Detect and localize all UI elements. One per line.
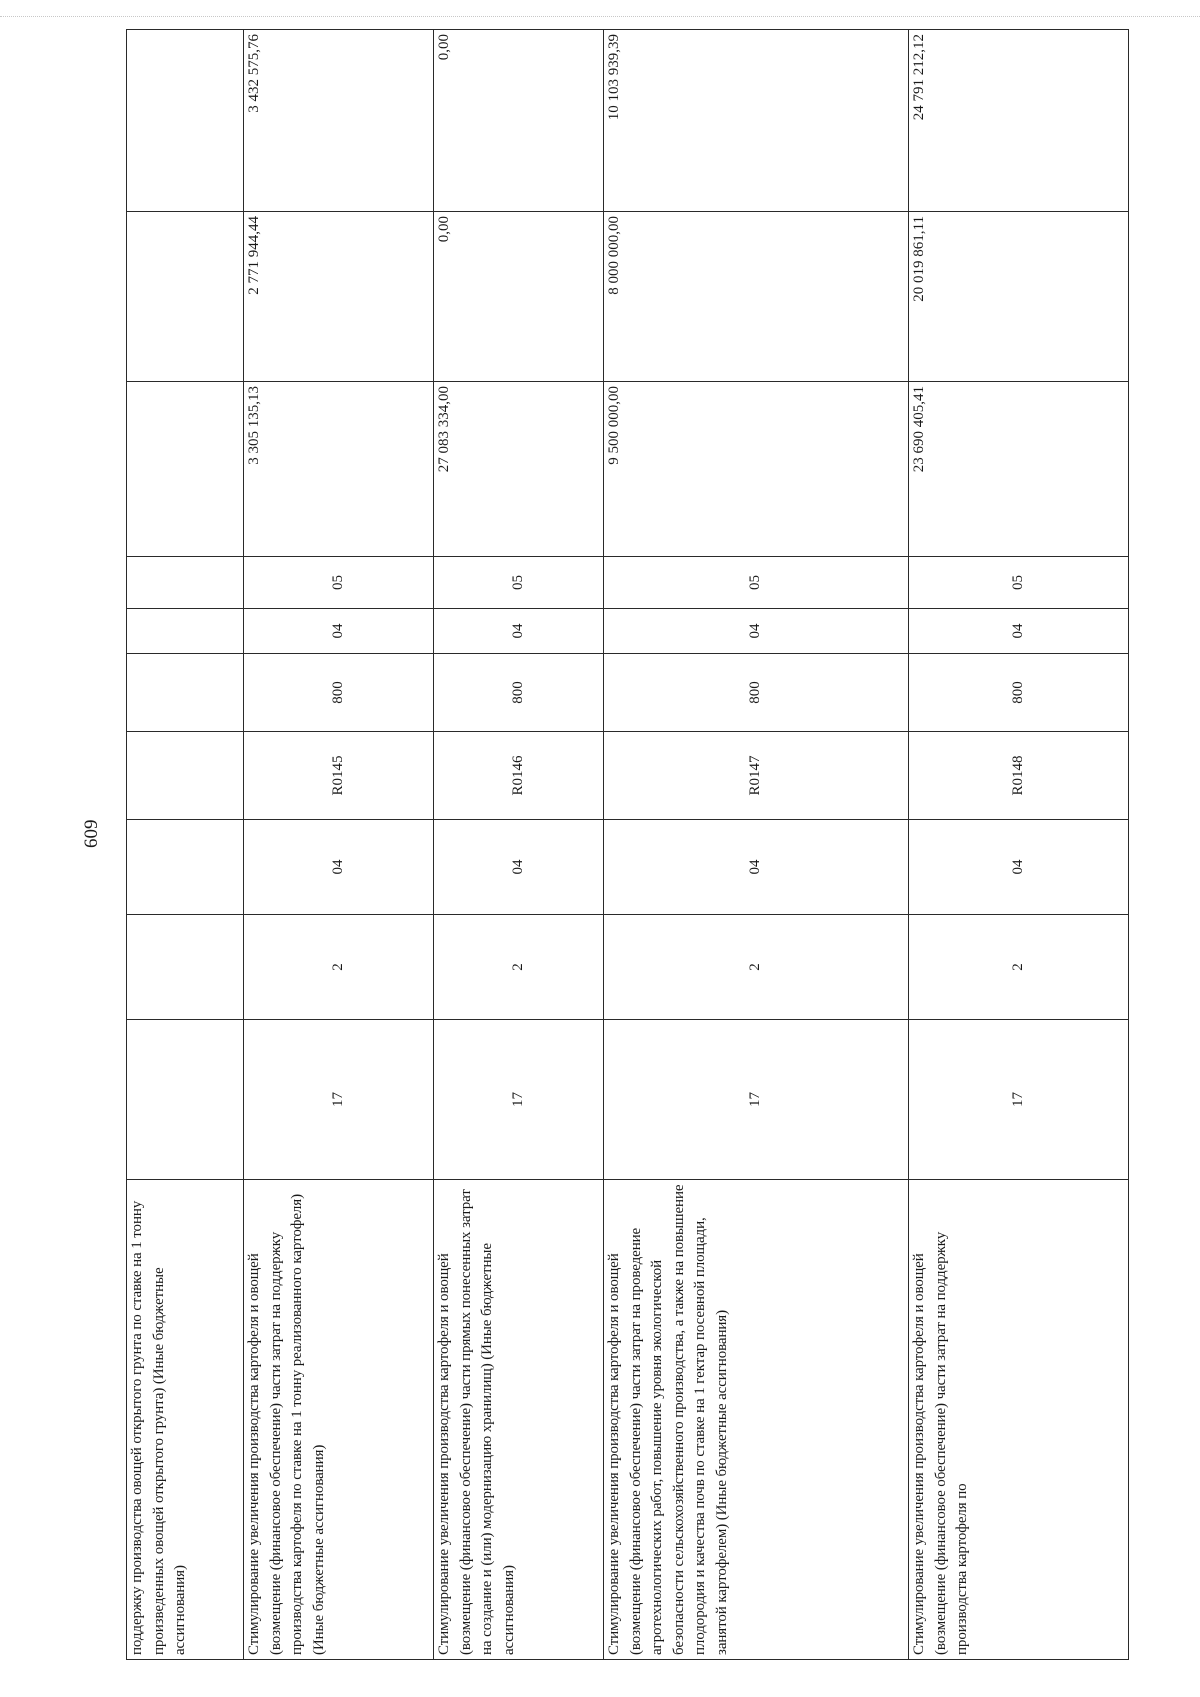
target-article-code bbox=[127, 732, 244, 820]
amount-year-1: 3 305 135,13 bbox=[244, 382, 434, 557]
program-code: 17 bbox=[244, 1020, 434, 1180]
expense-type-code: 800 bbox=[909, 654, 1129, 732]
subsection-code bbox=[127, 557, 244, 609]
subsection-code: 05 bbox=[604, 557, 909, 609]
row-description: Стимулирование увеличения производства картофеля и овощей (возмещение (финансовое обеспечение) части прямых понесенных затрат на создание и (или) модернизацию хранилищ) (Иные бюджетные ассигнования) bbox=[434, 1180, 604, 1660]
section-code: 04 bbox=[909, 609, 1129, 654]
amount-year-3 bbox=[127, 30, 244, 212]
section-code: 04 bbox=[604, 609, 909, 654]
expense-type-code: 800 bbox=[434, 654, 604, 732]
subprogram-code bbox=[127, 915, 244, 1020]
subprogram-code: 2 bbox=[909, 915, 1129, 1020]
table-row bbox=[127, 30, 244, 1660]
amount-year-1: 23 690 405,41 bbox=[909, 382, 1129, 557]
main-event-code bbox=[127, 820, 244, 915]
subprogram-code: 2 bbox=[604, 915, 909, 1020]
section-code: 04 bbox=[434, 609, 604, 654]
table-row bbox=[244, 30, 434, 1660]
program-code: 17 bbox=[604, 1020, 909, 1180]
section-code bbox=[127, 609, 244, 654]
scan-edge-line bbox=[0, 16, 1200, 17]
expense-type-code: 800 bbox=[244, 654, 434, 732]
section-code: 04 bbox=[244, 609, 434, 654]
subsection-code: 05 bbox=[909, 557, 1129, 609]
page-number: 609 bbox=[81, 819, 102, 848]
amount-year-3: 10 103 939,39 bbox=[604, 30, 909, 212]
target-article-code: R0148 bbox=[909, 732, 1129, 820]
target-article-code: R0147 bbox=[604, 732, 909, 820]
subprogram-code: 2 bbox=[244, 915, 434, 1020]
table-row bbox=[909, 30, 1129, 1660]
amount-year-2 bbox=[127, 212, 244, 382]
budget-table-rotated bbox=[126, 30, 1128, 1660]
main-event-code: 04 bbox=[909, 820, 1129, 915]
amount-year-3: 24 791 212,12 bbox=[909, 30, 1129, 212]
main-event-code: 04 bbox=[604, 820, 909, 915]
amount-year-1: 9 500 000,00 bbox=[604, 382, 909, 557]
amount-year-3: 3 432 575,76 bbox=[244, 30, 434, 212]
main-event-code: 04 bbox=[244, 820, 434, 915]
amount-year-2: 2 771 944,44 bbox=[244, 212, 434, 382]
amount-year-2: 8 000 000,00 bbox=[604, 212, 909, 382]
main-event-code: 04 bbox=[434, 820, 604, 915]
expense-type-code bbox=[127, 654, 244, 732]
program-code bbox=[127, 1020, 244, 1180]
row-description: Стимулирование увеличения производства картофеля и овощей (возмещение (финансовое обеспечение) части затрат на проведение агротехнологических работ, повышение уровня экологической безопасности сельскохозяйственного производства, а также на повышение плодородия и качества почв по ставке на 1 гектар посевной площади, занятой картофелем) (Иные бюджетные ассигнования) bbox=[604, 1180, 909, 1660]
row-description: поддержку производства овощей открытого грунта по ставке на 1 тонну произведенных овощей открытого грунта) (Иные бюджетные ассигнования) bbox=[127, 1180, 244, 1660]
target-article-code: R0146 bbox=[434, 732, 604, 820]
subsection-code: 05 bbox=[244, 557, 434, 609]
amount-year-1: 27 083 334,00 bbox=[434, 382, 604, 557]
expense-type-code: 800 bbox=[604, 654, 909, 732]
amount-year-1 bbox=[127, 382, 244, 557]
amount-year-2: 20 019 861,11 bbox=[909, 212, 1129, 382]
target-article-code: R0145 bbox=[244, 732, 434, 820]
amount-year-2: 0,00 bbox=[434, 212, 604, 382]
subprogram-code: 2 bbox=[434, 915, 604, 1020]
program-code: 17 bbox=[434, 1020, 604, 1180]
amount-year-3: 0,00 bbox=[434, 30, 604, 212]
subsection-code: 05 bbox=[434, 557, 604, 609]
row-description: Стимулирование увеличения производства картофеля и овощей (возмещение (финансовое обеспечение) части затрат на поддержку производства картофеля по ставке на 1 тонну реализованного картофеля) (Иные бюджетные ассигнования) bbox=[244, 1180, 434, 1660]
row-description: Стимулирование увеличения производства картофеля и овощей (возмещение (финансовое обеспечение) части затрат на поддержку производства картофеля по bbox=[909, 1180, 1129, 1660]
table-row bbox=[604, 30, 909, 1660]
table-row bbox=[434, 30, 604, 1660]
program-code: 17 bbox=[909, 1020, 1129, 1180]
budget-table bbox=[126, 29, 1129, 1660]
